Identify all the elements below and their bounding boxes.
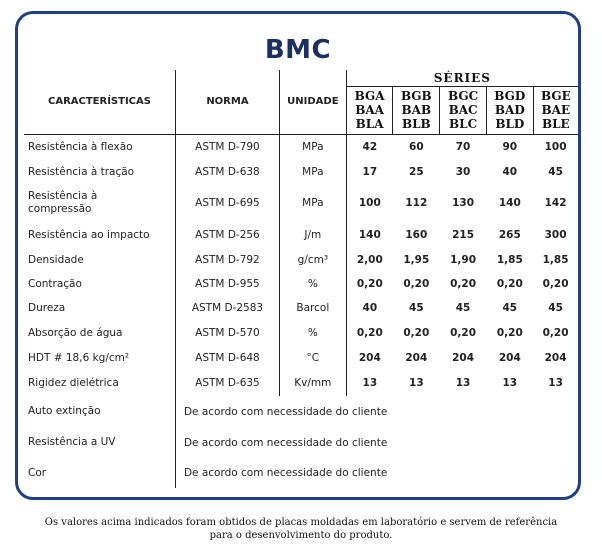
row-norma: ASTM D-570 xyxy=(175,320,279,346)
row-note: De acordo com necessidade do cliente xyxy=(175,427,578,458)
footer-line-2: para o desenvolvimento do produto. xyxy=(209,530,393,541)
value-bga: 13 xyxy=(346,370,393,396)
row-unidade: MPa xyxy=(279,184,346,222)
value-bgc: 0,20 xyxy=(450,327,477,339)
value-bgb: 0,20 xyxy=(403,327,430,339)
value-bga: 0,20 xyxy=(346,272,393,296)
header-norma: NORMA xyxy=(175,70,279,134)
value-bgb: 45 xyxy=(409,302,424,314)
value-bgc: 45 xyxy=(455,302,471,314)
table-row xyxy=(24,458,578,488)
value-bgd: 1,85 xyxy=(496,254,523,266)
value-bgb: 204 xyxy=(405,352,428,364)
value-bgd: 0,20 xyxy=(496,278,523,290)
row-norma: ASTM D-648 xyxy=(175,346,279,370)
value-bgb: 0,20 xyxy=(403,278,430,290)
series-col-1: BGA BAA BLA xyxy=(346,86,393,134)
value-bgb: 13 xyxy=(409,377,424,389)
value-bgd: 40 xyxy=(502,166,518,178)
value-bgc: 0,20 xyxy=(450,278,477,290)
value-bge: 100 xyxy=(544,141,567,154)
value-bgb: 1,95 xyxy=(403,254,430,266)
value-bgb: 112 xyxy=(405,197,428,209)
value-bge: 1,85 xyxy=(542,254,569,266)
row-characteristic: Absorção de água xyxy=(28,326,123,339)
value-bgb: 160 xyxy=(405,229,428,241)
footer-line-1: Os valores acima indicados foram obtidos de placas moldadas em laboratório e servem de referência xyxy=(44,517,558,528)
header-series: SÉRIES xyxy=(346,70,578,86)
row-note: De acordo com necessidade do cliente xyxy=(175,396,578,427)
value-bgd: 0,20 xyxy=(496,327,523,339)
row-norma: ASTM D-695 xyxy=(175,184,279,222)
header-characteristics: CARACTERÍSTICAS xyxy=(24,70,175,134)
value-bga: 204 xyxy=(346,346,393,370)
row-characteristic: Resistência a UV xyxy=(28,436,116,448)
value-bgd: 90 xyxy=(502,141,518,154)
row-characteristic: Resistência ao impacto xyxy=(28,228,150,241)
row-characteristic: Contração xyxy=(28,277,82,290)
row-unidade: Kv/mm xyxy=(279,370,346,396)
value-bgc: 130 xyxy=(452,197,475,209)
table-row xyxy=(24,184,578,222)
row-norma: ASTM D-790 xyxy=(175,134,279,160)
row-characteristic: Resistência à compressão xyxy=(28,190,98,215)
value-bgc: 1,90 xyxy=(450,254,477,266)
table-row xyxy=(24,346,578,370)
series-col-3: BGC BAC BLC xyxy=(440,86,487,134)
row-norma: ASTM D-635 xyxy=(175,370,279,396)
table-row xyxy=(24,296,578,320)
table-row xyxy=(24,320,578,346)
value-bga: 140 xyxy=(346,222,393,248)
row-note: De acordo com necessidade do cliente xyxy=(175,458,578,488)
row-unidade: MPa xyxy=(279,134,346,160)
value-bga: 0,20 xyxy=(346,320,393,346)
value-bgc: 204 xyxy=(452,352,475,364)
table-row xyxy=(24,248,578,272)
header-unidade: UNIDADE xyxy=(279,70,346,134)
table-row xyxy=(24,396,578,427)
value-bga: 17 xyxy=(346,160,393,184)
value-bge: 45 xyxy=(548,302,563,314)
row-unidade: Barcol xyxy=(279,296,346,320)
row-norma: ASTM D-256 xyxy=(175,222,279,248)
table-row xyxy=(24,427,578,458)
series-col-5: BGE BAE BLE xyxy=(533,86,578,134)
page-title: BMC xyxy=(264,35,332,65)
series-col-4: BGD BAD BLD xyxy=(486,86,533,134)
properties-table xyxy=(24,70,578,488)
value-bge: 204 xyxy=(544,352,567,364)
row-norma: ASTM D-638 xyxy=(175,160,279,184)
value-bge: 0,20 xyxy=(542,327,569,339)
table-row xyxy=(24,370,578,396)
row-unidade: J/m xyxy=(279,222,346,248)
value-bga: 2,00 xyxy=(346,248,393,272)
footer-note xyxy=(0,516,602,542)
row-unidade: % xyxy=(279,320,346,346)
row-norma: ASTM D-955 xyxy=(175,272,279,296)
row-characteristic: Resistência à flexão xyxy=(28,140,133,153)
value-bga: 100 xyxy=(346,184,393,222)
value-bgd: 13 xyxy=(502,377,518,389)
value-bgd: 204 xyxy=(498,352,521,364)
row-characteristic: Densidade xyxy=(28,253,84,266)
table-row xyxy=(24,222,578,248)
value-bgb: 60 xyxy=(409,141,424,154)
row-characteristic: Dureza xyxy=(28,301,66,314)
value-bge: 142 xyxy=(544,197,567,209)
value-bgc: 215 xyxy=(452,229,475,241)
value-bge: 13 xyxy=(548,377,563,389)
value-bgd: 140 xyxy=(498,197,521,209)
row-characteristic: Resistência à tração xyxy=(28,165,135,178)
value-bgb: 25 xyxy=(409,166,424,178)
value-bge: 300 xyxy=(544,229,567,241)
row-norma: ASTM D-792 xyxy=(175,248,279,272)
value-bga: 40 xyxy=(346,296,393,320)
row-norma: ASTM D-2583 xyxy=(175,296,279,320)
row-unidade: MPa xyxy=(279,160,346,184)
row-characteristic: HDT # 18,6 kg/cm² xyxy=(28,351,130,364)
table-row xyxy=(24,272,578,296)
value-bga: 42 xyxy=(346,134,393,160)
value-bge: 45 xyxy=(548,166,563,178)
row-unidade: % xyxy=(279,272,346,296)
row-unidade: °C xyxy=(279,346,346,370)
value-bgc: 30 xyxy=(455,166,471,178)
value-bge: 0,20 xyxy=(542,278,569,290)
bmc-card xyxy=(15,11,581,500)
row-characteristic: Cor xyxy=(28,466,47,479)
value-bgc: 13 xyxy=(455,377,471,389)
row-unidade: g/cm³ xyxy=(279,248,346,272)
row-characteristic: Rigidez dielétrica xyxy=(28,376,119,389)
table-row xyxy=(24,134,578,160)
series-col-2: BGB BAB BLB xyxy=(393,86,440,134)
table-row xyxy=(24,160,578,184)
value-bgd: 45 xyxy=(502,302,518,314)
value-bgd: 265 xyxy=(498,229,521,241)
row-characteristic: Auto extinção xyxy=(28,405,101,417)
value-bgc: 70 xyxy=(455,141,471,154)
